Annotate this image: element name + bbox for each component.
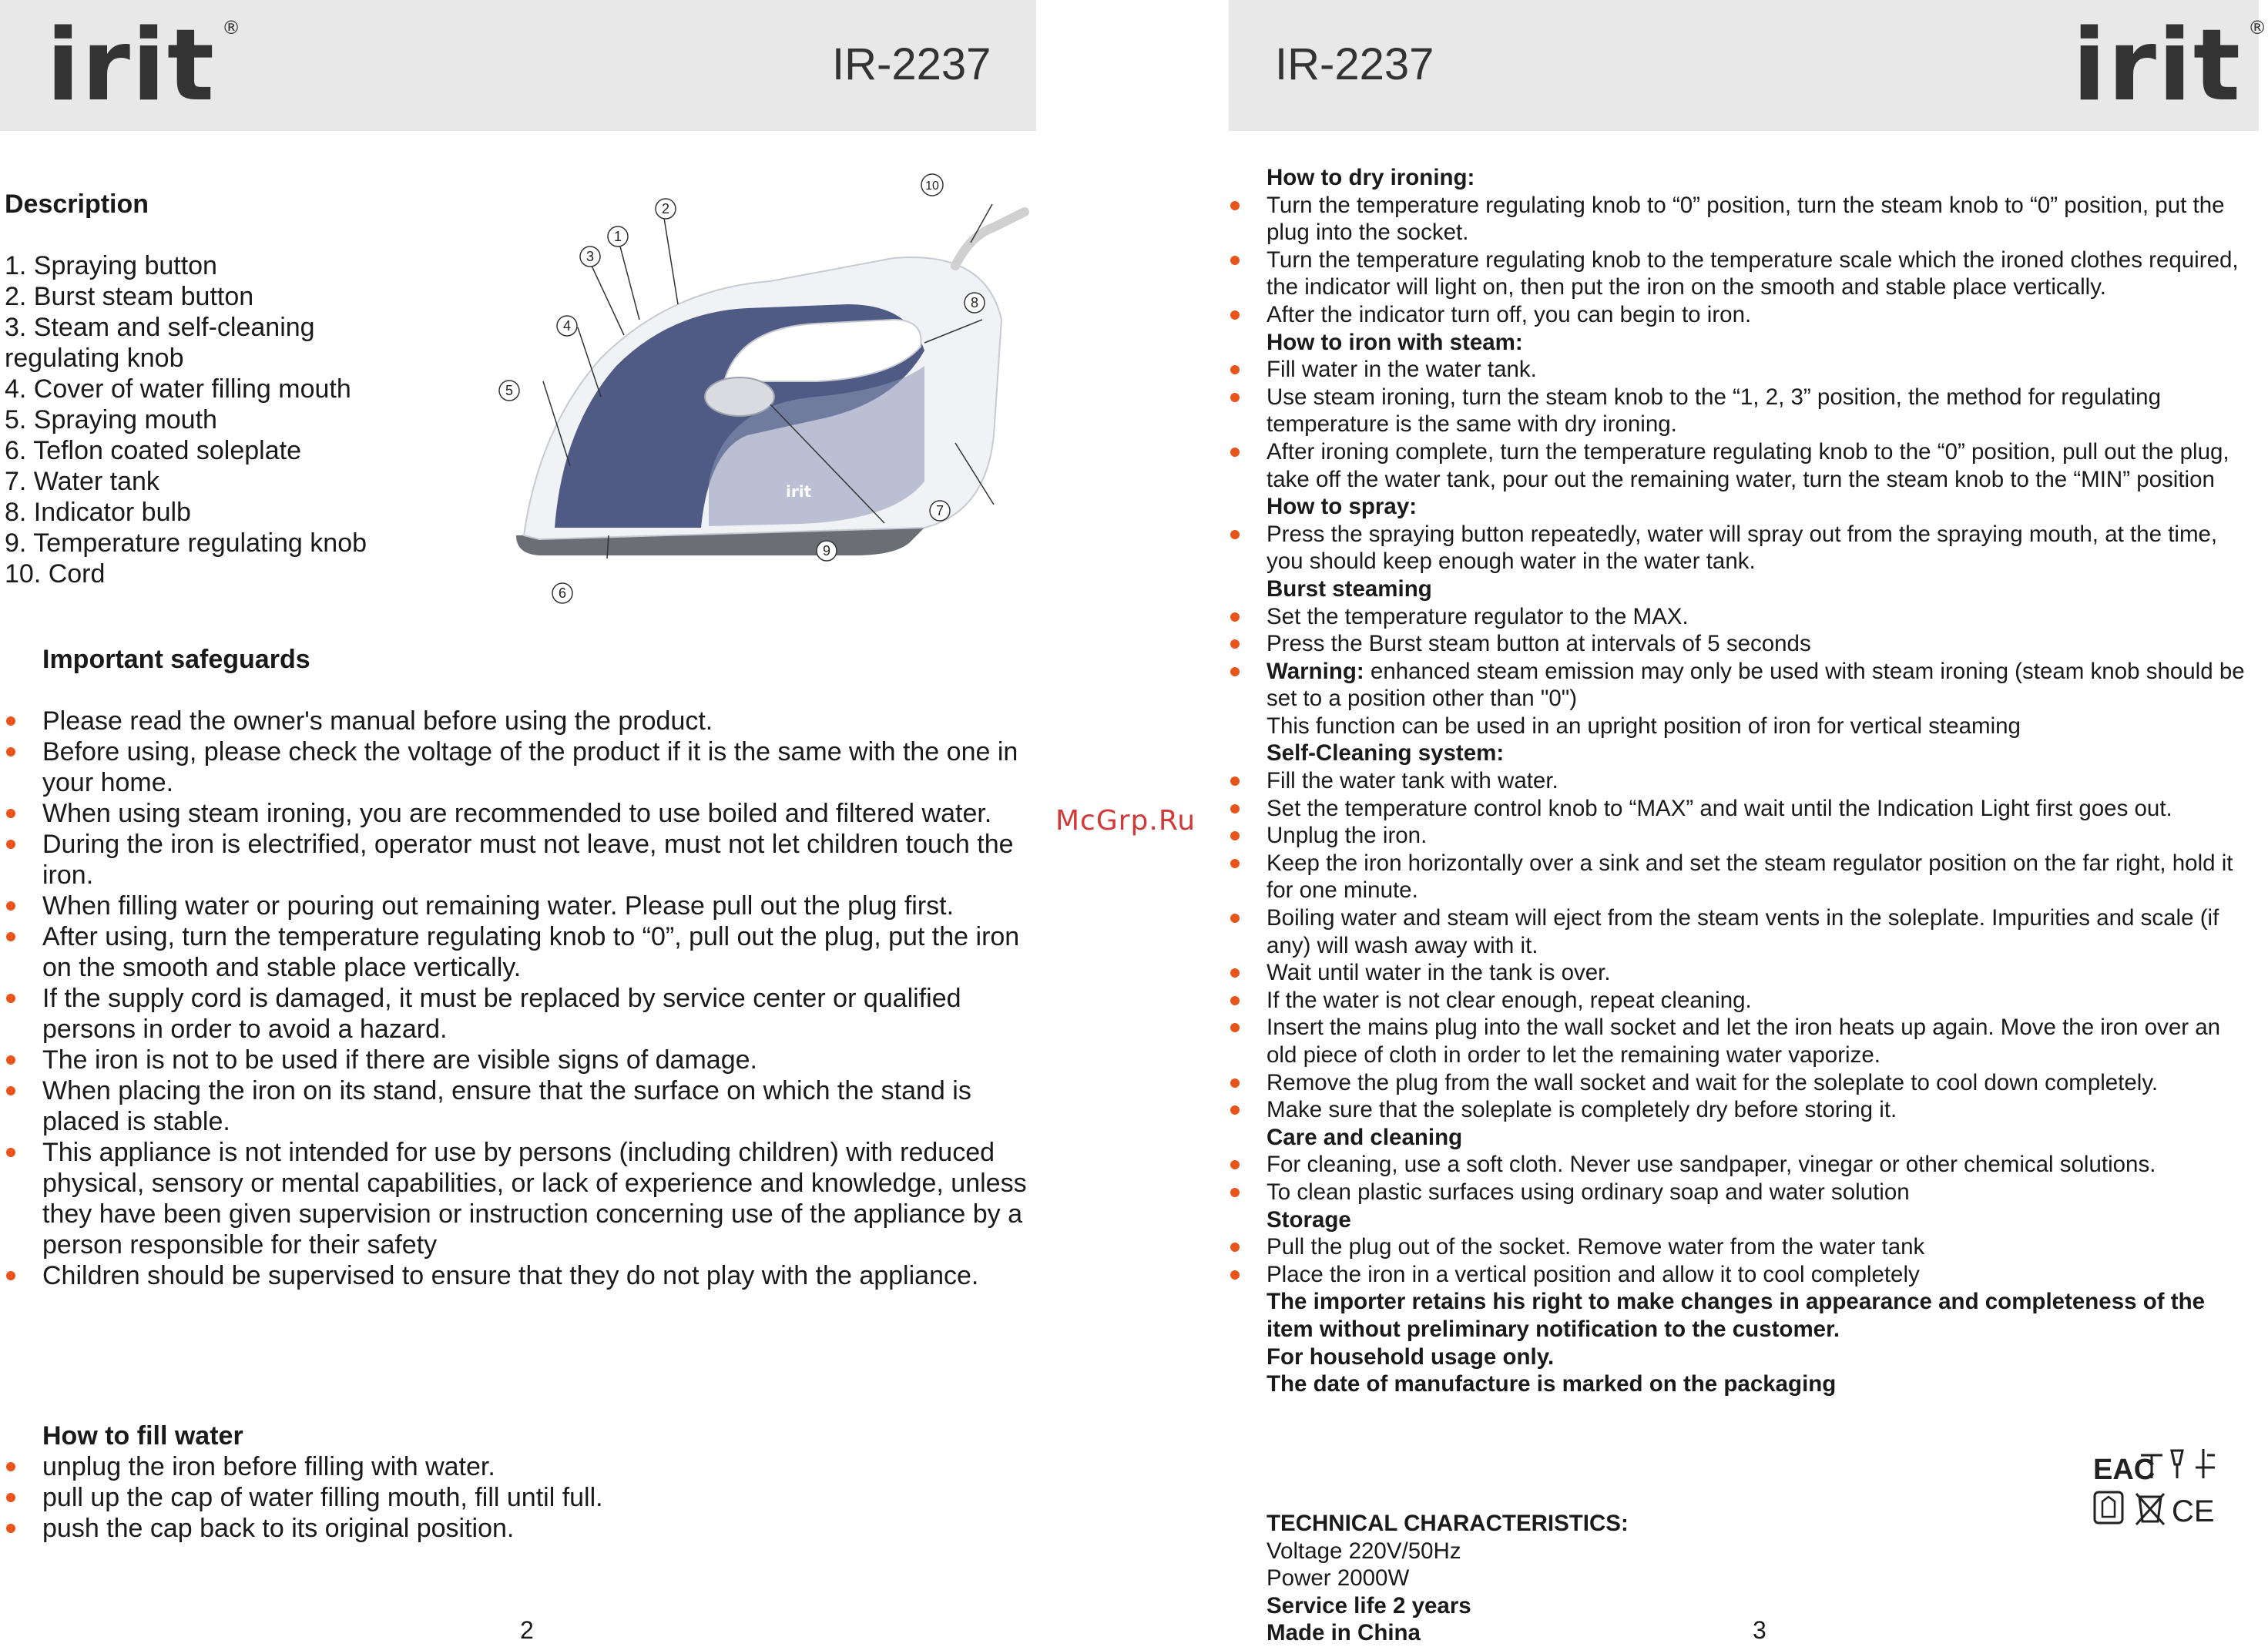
header-bar	[0, 0, 1036, 131]
steam-ironing-list	[1267, 356, 2253, 493]
list-item: Set the temperature regulator to the MAX.	[1267, 603, 2253, 631]
callout-label: 9	[822, 543, 831, 559]
self-cleaning-list	[1267, 767, 2253, 1124]
list-item: Fill the water tank with water.	[1267, 767, 2253, 795]
temperature-knob-shape	[705, 377, 774, 416]
model-number: IR-2237	[832, 39, 991, 89]
callout-label: 8	[970, 295, 979, 310]
list-item: unplug the iron before filling with water.	[42, 1451, 1032, 1482]
list-item: If the supply cord is damaged, it must be replaced by service center or qualified persons in order to avoid a hazard.	[42, 983, 1032, 1045]
fill-water-section	[42, 1421, 1032, 1544]
list-item: Insert the mains plug into the wall socket and let the iron heats up again. Move the iron over an old piece of cloth in order to let the remaining water vaporize.	[1267, 1014, 2253, 1068]
spray-list	[1267, 521, 2253, 575]
list-item: Press the spraying button repeatedly, water will spray out from the spraying mouth, at the time, you should keep enough water in the water tank.	[1267, 521, 2253, 575]
header-bar	[1229, 0, 2268, 131]
list-item: Turn the temperature regulating knob to “0” position, turn the steam knob to “0” position, put the plug into the socket.	[1267, 192, 2253, 247]
section-title: How to dry ironing:	[1267, 165, 1475, 190]
description-item: 4. Cover of water filling mouth	[5, 374, 351, 404]
spec-power: Power 2000W	[1267, 1565, 1410, 1592]
description-item: 1. Spraying button	[5, 251, 217, 280]
glass-icon	[2172, 1451, 2182, 1478]
iron-diagram	[493, 173, 1032, 612]
temperature-icon	[2196, 1449, 2215, 1478]
section-title: Storage	[1267, 1206, 1351, 1233]
ce-mark: CE	[2172, 1494, 2215, 1528]
list-item: pull up the cap of water filling mouth, fill until full.	[42, 1482, 1032, 1513]
page-number: 2	[520, 1616, 534, 1644]
description-item: 6. Teflon coated soleplate	[5, 436, 301, 465]
weee-bin-icon	[2136, 1494, 2164, 1525]
left-page	[0, 0, 1036, 1644]
certification-marks	[2092, 1444, 2230, 1529]
section-title: Important safeguards	[42, 645, 310, 674]
description-item: 2. Burst steam button	[5, 282, 254, 311]
list-item: After ironing complete, turn the temperature regulating knob to the “0” position, pull out the plug, take off the water tank, pour out the remaining water, turn the steam knob to the “MIN” position	[1267, 438, 2253, 493]
list-item: After using, turn the temperature regulating knob to “0”, pull out the plug, put the iron on the smooth and stable place vertically.	[42, 921, 1032, 983]
model-number: IR-2237	[1275, 39, 1434, 89]
list-item: When placing the iron on its stand, ensure that the surface on which the stand is placed is stable.	[42, 1075, 1032, 1137]
fill-water-list	[42, 1451, 1032, 1544]
spec-service-life: Service life 2 years	[1267, 1592, 1471, 1618]
section-title: Care and cleaning	[1267, 1124, 1463, 1150]
list-item: Remove the plug from the wall socket and wait for the soleplate to cool down completely.	[1267, 1069, 2253, 1097]
list-item: For cleaning, use a soft cloth. Never use sandpaper, vinegar or other chemical solutions.	[1267, 1151, 2253, 1179]
dry-ironing-list	[1267, 192, 2253, 329]
spec-voltage: Voltage 220V/50Hz	[1267, 1538, 1461, 1564]
list-item: After the indicator turn off, you can begin to iron.	[1267, 301, 2253, 329]
description-item: 8. Indicator bulb	[5, 498, 191, 527]
callout-label: 6	[558, 585, 567, 601]
list-item: Please read the owner's manual before using the product.	[42, 706, 1032, 736]
notice: For household usage only.	[1267, 1343, 1555, 1370]
burst-list	[1267, 603, 2253, 713]
spec-origin: Made in China	[1267, 1620, 1421, 1646]
callout-label: 7	[935, 503, 944, 518]
notice: The importer retains his right to make changes in appearance and completeness of the item without preliminary notification to the customer.	[1267, 1289, 2206, 1342]
callout-label: 2	[661, 201, 670, 216]
callout-label: 10	[925, 179, 939, 193]
description-section	[5, 189, 467, 589]
section-title: How to spray:	[1267, 494, 1418, 520]
warning-item	[1267, 658, 2253, 713]
brand-logo: irit ®	[46, 8, 243, 123]
list-item: Boiling water and steam will eject from the steam vents in the soleplate. Impurities and scale (if any) will wash away with it.	[1267, 904, 2253, 959]
list-item: Wait until water in the tank is over.	[1267, 959, 2253, 987]
iron-brand-label: irit	[786, 482, 812, 501]
list-item: Pull the plug out of the socket. Remove water from the water tank	[1267, 1233, 2253, 1261]
list-item: When filling water or pouring out remaining water. Please pull out the plug first.	[42, 891, 1032, 921]
list-item: If the water is not clear enough, repeat cleaning.	[1267, 987, 2253, 1015]
burst-note: This function can be used in an upright position of iron for vertical steaming	[1267, 713, 2021, 739]
callout-label: 3	[585, 249, 595, 264]
description-item: 9. Temperature regulating knob	[5, 528, 367, 558]
eac-mark: EAC	[2093, 1454, 2156, 1486]
notice: The date of manufacture is marked on the packaging	[1267, 1371, 1837, 1397]
instructions-section	[1267, 164, 2253, 1398]
safeguards-section	[42, 644, 1032, 1291]
section-title: Burst steaming	[1267, 575, 1432, 602]
list-item: To clean plastic surfaces using ordinary soap and water solution	[1267, 1179, 2253, 1206]
description-item: 7. Water tank	[5, 467, 159, 496]
list-item: Keep the iron horizontally over a sink and set the steam regulator position on the far right, hold it for one minute.	[1267, 850, 2253, 904]
list-item: Set the temperature control knob to “MAX” and wait until the Indication Light first goes out.	[1267, 795, 2253, 823]
section-title: Description	[5, 190, 149, 219]
section-title: TECHNICAL CHARACTERISTICS:	[1267, 1511, 1629, 1536]
list-item: push the cap back to its original position.	[42, 1513, 1032, 1544]
list-item: The iron is not to be used if there are visible signs of damage.	[42, 1045, 1032, 1075]
section-title: Self-Cleaning system:	[1267, 740, 1505, 766]
section-title: How to iron with steam:	[1267, 329, 1523, 355]
list-item: Unplug the iron.	[1267, 822, 2253, 850]
list-item: This appliance is not intended for use by persons (including children) with reduced physical, sensory or mental capabilities, or lack of experience and knowledge, unless they have been given supervision or instruction concerning use of the appliance by a person responsible for their safety	[42, 1137, 1032, 1260]
storage-list	[1267, 1233, 2253, 1288]
safeguards-list	[42, 706, 1032, 1291]
warning-label: Warning:	[1267, 658, 1364, 684]
list-item: Children should be supervised to ensure that they do not play with the appliance.	[42, 1260, 1032, 1291]
cord-shape	[955, 212, 1025, 266]
list-item: Fill water in the water tank.	[1267, 356, 2253, 384]
page-number: 3	[1753, 1616, 1766, 1644]
warning-text: enhanced steam emission may only be used with steam ironing (steam knob should be set to a position other than "0")	[1267, 658, 2245, 712]
description-item: 3. Steam and self-cleaning regulating knob	[5, 313, 315, 373]
right-page	[1229, 0, 2268, 1646]
callout-label: 4	[562, 318, 572, 334]
technical-characteristics	[1267, 1510, 1960, 1647]
list-item: When using steam ironing, you are recommended to use boiled and filtered water.	[42, 798, 1032, 829]
description-item: 10. Cord	[5, 559, 106, 589]
brand-logo: irit ®	[2072, 8, 2268, 123]
section-title: How to fill water	[42, 1421, 243, 1451]
callout-label: 5	[505, 383, 514, 398]
watermark: McGrp.Ru	[1055, 805, 1196, 837]
list-item: Before using, please check the voltage of the product if it is the same with the one in your home.	[42, 736, 1032, 798]
callout-label: 1	[613, 229, 622, 244]
care-list	[1267, 1151, 2253, 1206]
description-item: 5. Spraying mouth	[5, 405, 217, 434]
list-item: Turn the temperature regulating knob to the temperature scale which the ironed clothes required, the indicator will light on, then put the iron on the smooth and stable place vertically.	[1267, 247, 2253, 301]
list-item: Place the iron in a vertical position and allow it to cool completely	[1267, 1261, 2253, 1289]
list-item: Press the Burst steam button at intervals of 5 seconds	[1267, 630, 2253, 658]
list-item: Make sure that the soleplate is completely dry before storing it.	[1267, 1096, 2253, 1124]
list-item: During the iron is electrified, operator must not leave, must not let children touch the iron.	[42, 829, 1032, 891]
list-item: Use steam ironing, turn the steam knob to the “1, 2, 3” position, the method for regulating temperature is the same with dry ironing.	[1267, 384, 2253, 438]
